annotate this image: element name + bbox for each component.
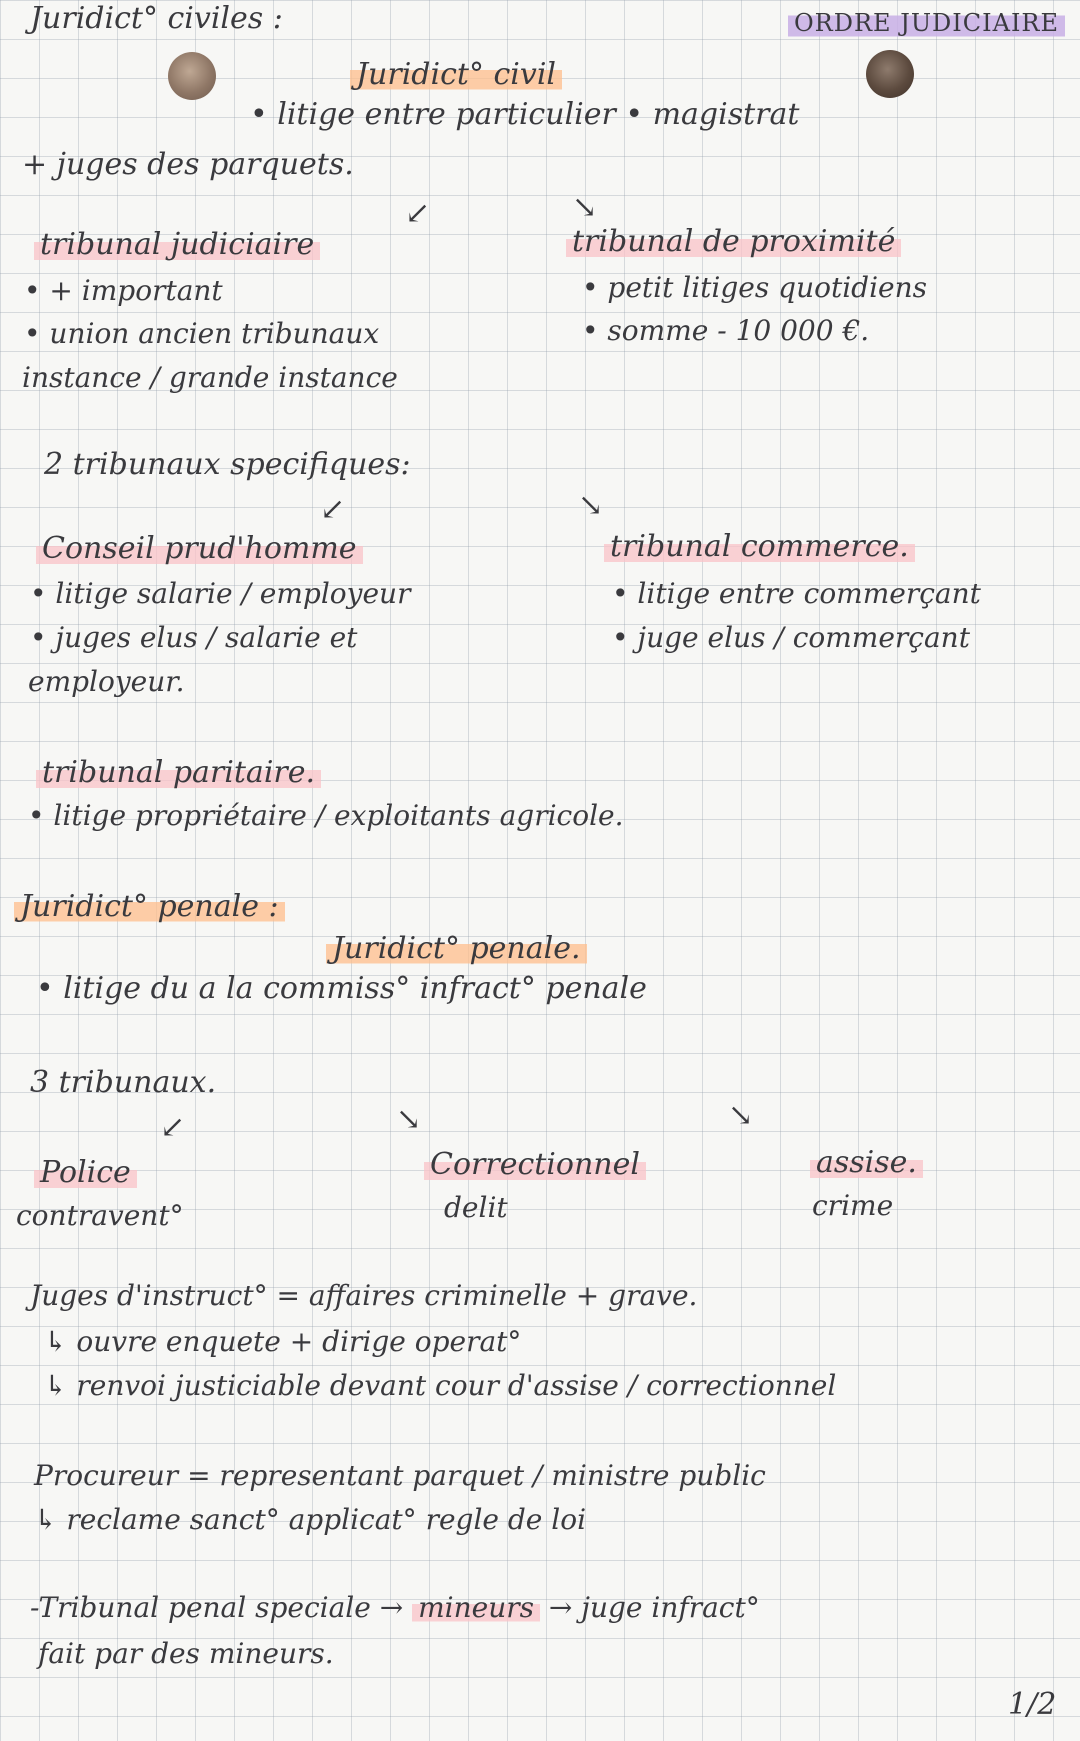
tribunaux-specifiques-heading: 2 tribunaux specifiques: xyxy=(44,447,411,482)
conseil-prudhomme-item-2: • juges elus / salarie et xyxy=(30,621,358,654)
conseil-prudhomme-item-3: employeur. xyxy=(28,665,185,698)
procureur-line-2: ↳ reclame sanct° applicat° regle de loi xyxy=(34,1503,587,1536)
penal-line-1: • litige du a la commiss° infract° penale xyxy=(36,971,647,1006)
tribunal-judiciaire-title: tribunal judiciaire xyxy=(34,228,320,263)
assise-title: assise. xyxy=(810,1146,923,1181)
arrow-down-left-icon: ↙ xyxy=(320,492,346,527)
police-title: Police xyxy=(34,1156,137,1191)
police-sub: contravent° xyxy=(16,1199,184,1232)
punch-hole-left xyxy=(168,52,216,100)
tribunal-commerce-item-1: • litige entre commerçant xyxy=(612,577,981,610)
tribunal-proximite-item-2: • somme - 10 000 €. xyxy=(582,314,870,347)
juges-instruction-line-2: ↳ ouvre enquete + dirige operat° xyxy=(44,1325,522,1358)
punch-hole-right xyxy=(866,50,914,98)
juges-instruction-line-3: ↳ renvoi justiciable devant cour d'assise / correctionnel xyxy=(44,1369,837,1402)
civil-line-2: + juges des parquets. xyxy=(22,147,354,182)
mineurs-highlight: mineurs xyxy=(412,1591,540,1624)
juges-instruction-line-1: Juges d'instruct° = affaires criminelle + grave. xyxy=(30,1279,698,1312)
arrow-down-right-icon: ↘ xyxy=(396,1102,422,1137)
civil-subtitle: Juridict° civil xyxy=(350,58,562,93)
penal-subtitle: Juridict° penale. xyxy=(326,932,587,967)
tribunal-commerce-title: tribunal commerce. xyxy=(604,530,915,565)
conseil-prudhomme-item-1: • litige salarie / employeur xyxy=(30,577,411,610)
civil-line-1: • litige entre particulier • magistrat xyxy=(250,97,800,132)
trois-tribunaux-heading: 3 tribunaux. xyxy=(30,1065,217,1100)
tribunal-penal-mineurs-line-1 xyxy=(30,1592,760,1624)
tribunal-commerce-item-2: • juge elus / commerçant xyxy=(612,621,970,654)
arrow-down-right-icon: ↘ xyxy=(578,488,604,523)
tribunal-paritaire-item: • litige propriétaire / exploitants agricole. xyxy=(28,799,624,832)
juge-infraction: → juge infract° xyxy=(548,1591,760,1624)
assise-sub: crime xyxy=(812,1189,894,1222)
tribunal-proximite-title: tribunal de proximité xyxy=(566,225,901,260)
tribunal-judiciaire-item-2: • union ancien tribunaux xyxy=(24,317,380,350)
tribunal-judiciaire-item-1: • + important xyxy=(24,274,223,307)
tribunal-penal-speciale: -Tribunal penal speciale → xyxy=(30,1591,404,1624)
correctionnel-sub: delit xyxy=(444,1191,508,1224)
tribunal-proximite-item-1: • petit litiges quotidiens xyxy=(582,271,928,304)
heading-juridictions-civiles: Juridict° civiles : xyxy=(30,1,283,36)
conseil-prudhomme-title: Conseil prud'homme xyxy=(36,532,363,567)
arrow-down-left-icon: ↙ xyxy=(160,1110,186,1145)
procureur-line-1: Procureur = representant parquet / ministre public xyxy=(34,1459,766,1492)
tribunal-penal-mineurs-line-2: fait par des mineurs. xyxy=(38,1637,334,1670)
arrow-down-left-icon: ↙ xyxy=(405,196,431,231)
tribunal-paritaire-title: tribunal paritaire. xyxy=(36,756,321,791)
tribunal-judiciaire-item-3: instance / grande instance xyxy=(22,361,398,394)
ordre-judiciaire-badge: ORDRE JUDICIAIRE xyxy=(788,10,1065,38)
correctionnel-title: Correctionnel xyxy=(424,1148,646,1183)
page-number: 1/2 xyxy=(1008,1687,1057,1722)
arrow-down-right-icon: ↘ xyxy=(728,1098,754,1133)
arrow-down-right-icon: ↘ xyxy=(572,190,598,225)
heading-juridiction-penale: Juridict° penale : xyxy=(14,890,285,925)
